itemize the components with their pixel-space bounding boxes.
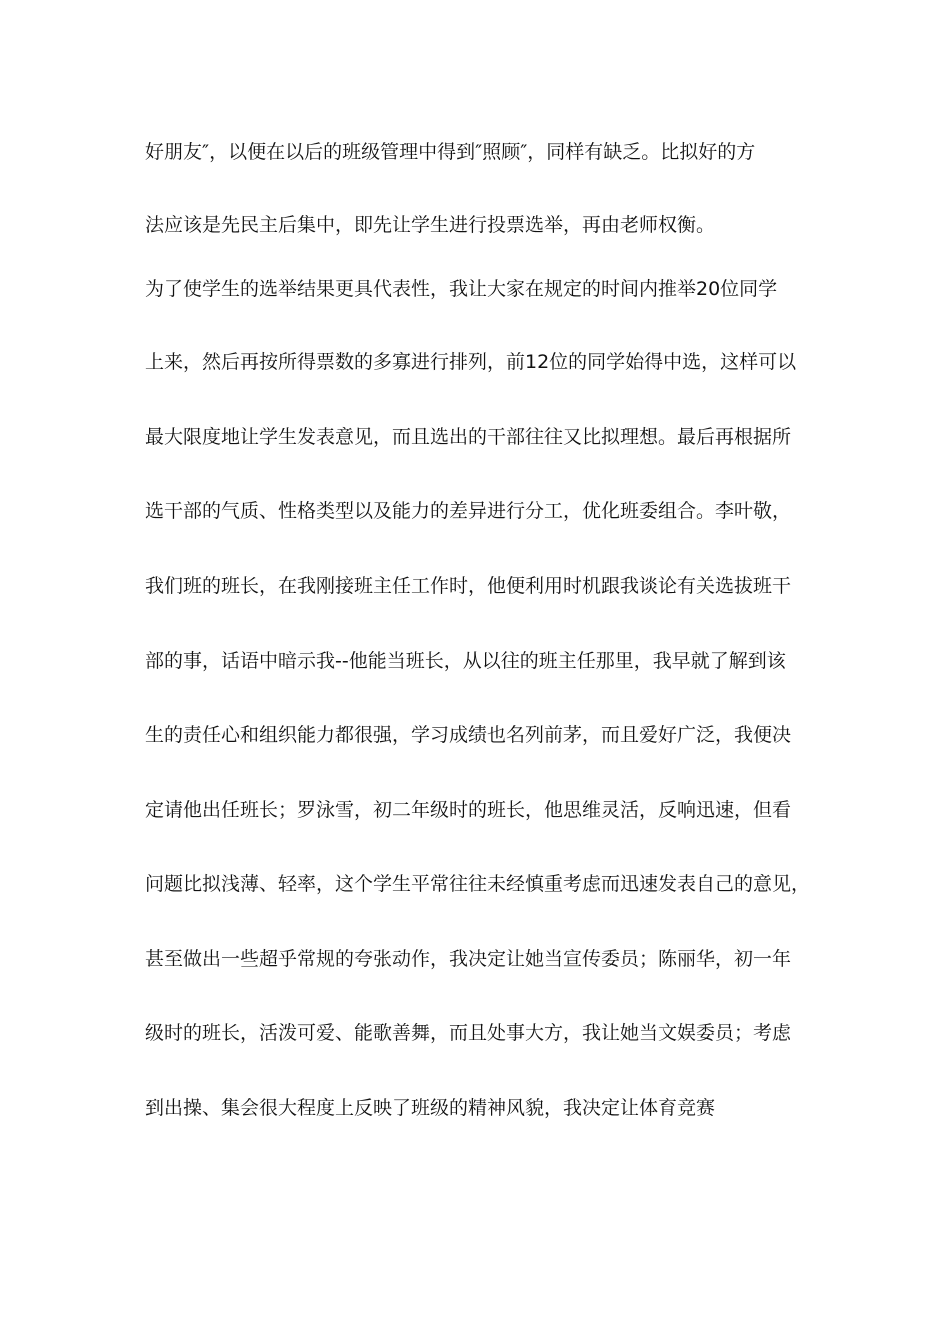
text-line: 到出操、集会很大程度上反映了班级的精神风貌，我决定让体育竞赛 bbox=[145, 1097, 716, 1119]
text-line: 部的事，话语中暗示我--他能当班长，从以往的班主任那里，我早就了解到该 bbox=[145, 650, 786, 672]
text-line: 我们班的班长，在我刚接班主任工作时，他便利用时机跟我谈论有关选拔班干 bbox=[145, 575, 792, 597]
text-line: 选干部的气质、性格类型以及能力的差异进行分工，优化班委组合。李叶敬， bbox=[145, 500, 792, 522]
text-line: 法应该是先民主后集中，即先让学生进行投票选举，再由老师权衡。 bbox=[145, 214, 716, 236]
text-line: 级时的班长，活泼可爱、能歌善舞，而且处事大方，我让她当文娱委员；考虑 bbox=[145, 1022, 792, 1044]
text-line: 上来，然后再按所得票数的多寡进行排列，前12位的同学始得中选，这样可以 bbox=[145, 351, 797, 373]
text-line: 甚至做出一些超乎常规的夸张动作，我决定让她当宣传委员；陈丽华，初一年 bbox=[145, 948, 792, 970]
text-line: 生的责任心和组织能力都很强，学习成绩也名列前茅，而且爱好广泛，我便决 bbox=[145, 724, 792, 746]
text-line: 好朋友″，以便在以后的班级管理中得到″照顾″，同样有缺乏。比拟好的方 bbox=[145, 141, 756, 163]
text-line: 问题比拟浅薄、轻率，这个学生平常往往未经慎重考虑而迅速发表自己的意见， bbox=[145, 873, 811, 895]
text-line: 定请他出任班长；罗泳雪，初二年级时的班长，他思维灵活，反响迅速，但看 bbox=[145, 799, 792, 821]
text-line: 为了使学生的选举结果更具代表性，我让大家在规定的时间内推举20位同学 bbox=[145, 278, 778, 300]
text-line: 最大限度地让学生发表意见，而且选出的干部往往又比拟理想。最后再根据所 bbox=[145, 426, 792, 448]
